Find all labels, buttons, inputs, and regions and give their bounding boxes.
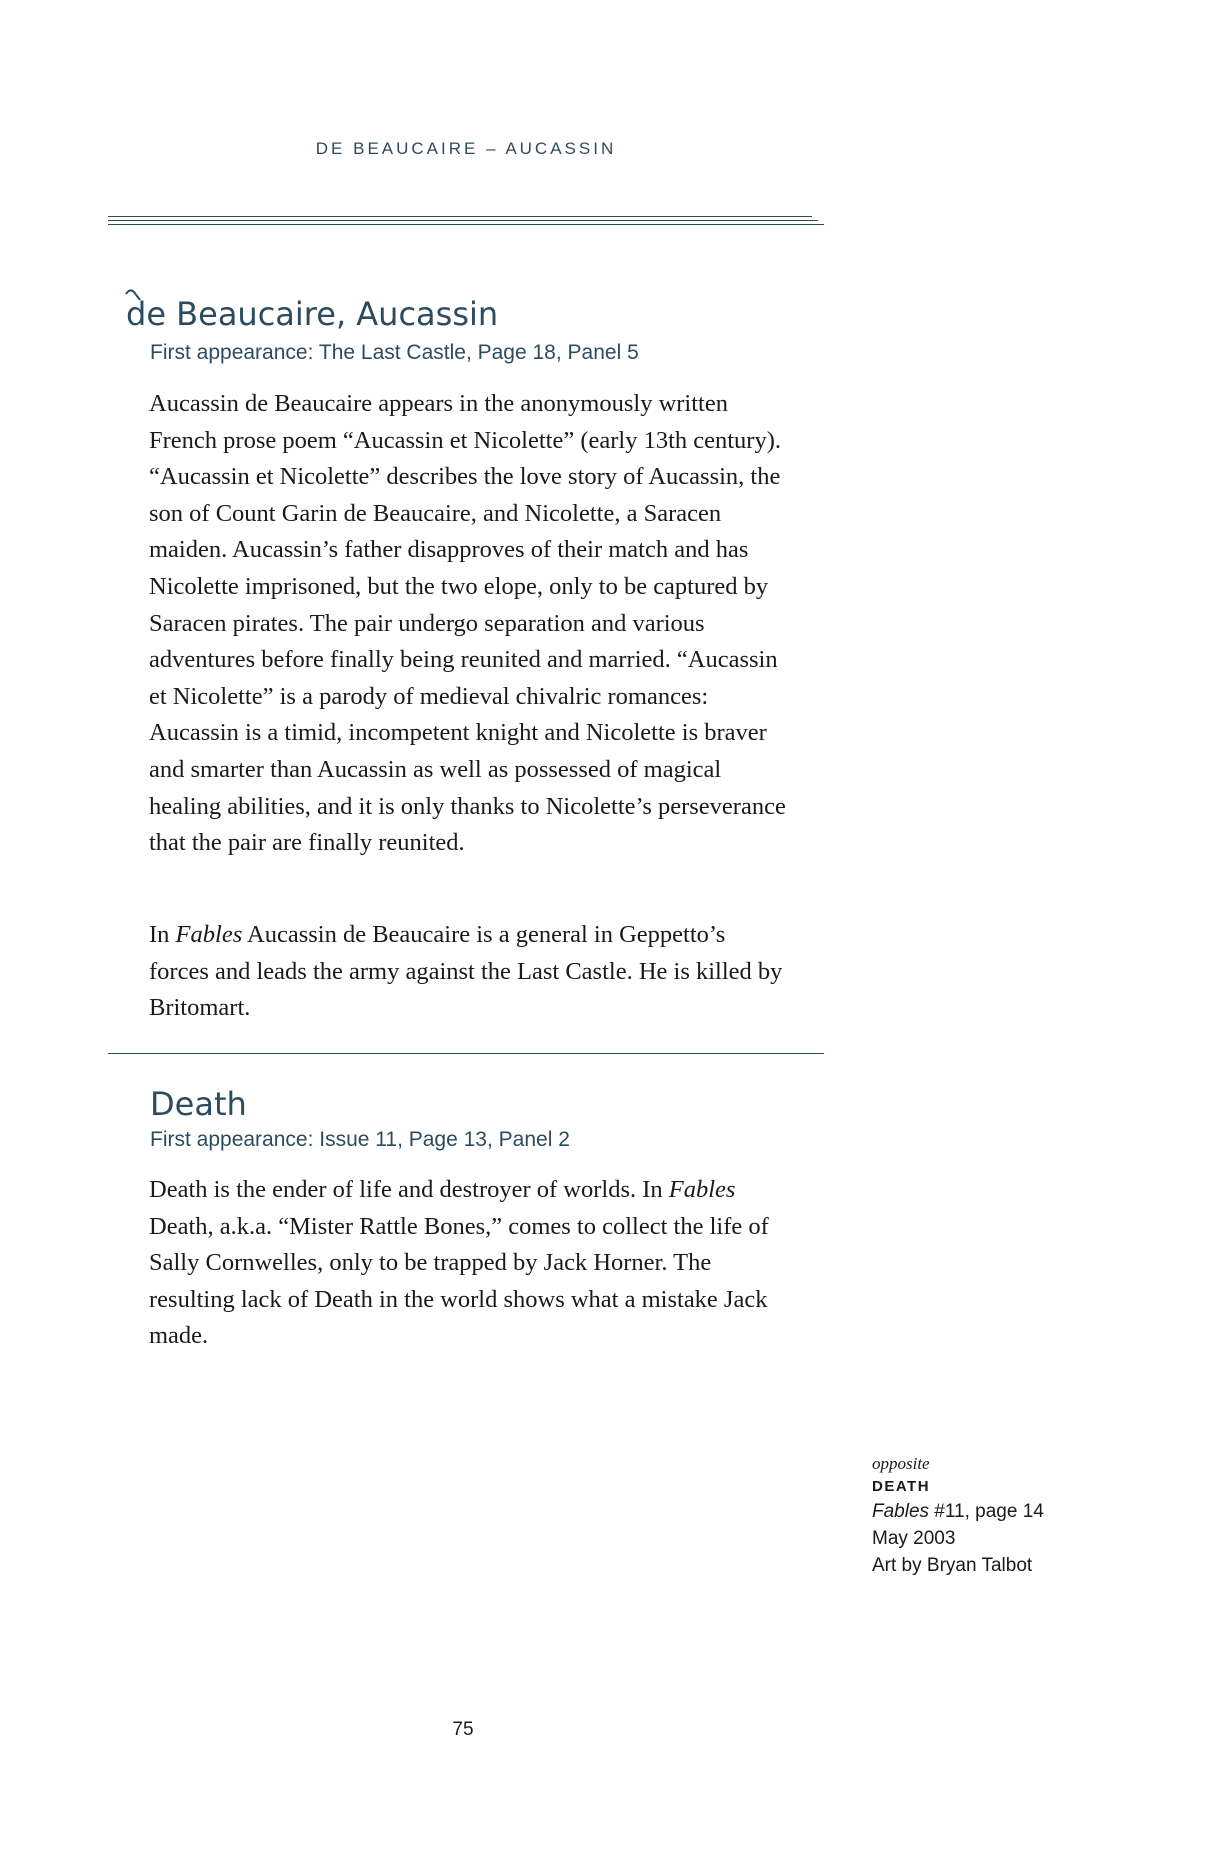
- entry-title-beaucaire: [126, 295, 499, 333]
- header-rule: [108, 216, 824, 228]
- caption-source: [872, 1498, 1172, 1525]
- header-rule-line: [108, 224, 824, 225]
- paragraph-text: Aucassin de Beaucaire appears in the anonymously written French prose poem “Aucassin et Nicolette” (early 13th century). “Aucassin et Nicolette” describes the love story of Aucassin, the son of Count Garin de Beaucaire, and Nicolette, a Saracen maiden. Aucassin’s father disapproves of their match and has Nicolette imprisoned, but the two elope, only to be captured by Saracen pirates. The pair undergo separation and various adventures before finally being reunited and married. “Aucassin et Nicolette” is a parody of medieval chivalric romances: Aucassin is a timid, incompetent knight and Nicolette is braver and smarter than Aucassin as well as possessed of magical healing abilities, and it is only thanks to Nicolette’s perseverance that the pair are finally reunited.: [149, 390, 786, 857]
- paragraph-italic: Fables: [175, 921, 243, 948]
- caption-source-italic: Fables: [872, 1501, 930, 1522]
- section-divider: [108, 1053, 824, 1054]
- caption-source-rest: #11, page 14: [929, 1501, 1044, 1522]
- body-paragraph: [149, 1172, 789, 1355]
- paragraph-text: Death, a.k.a. “Mister Rattle Bones,” comes to collect the life of Sally Cornwelles, only to be trapped by Jack Horner. The resulting lack of Death in the world shows what a mistake Jack made.: [149, 1212, 769, 1350]
- title-swash-ornament: [124, 284, 144, 304]
- header-rule-line: [108, 220, 818, 221]
- first-appearance-death: First appearance: Issue 11, Page 13, Panel 2: [150, 1128, 570, 1151]
- image-caption: [872, 1454, 1172, 1579]
- caption-label: opposite: [872, 1454, 930, 1473]
- caption-title: DEATH: [872, 1478, 931, 1495]
- entry-title-text: Death: [150, 1085, 247, 1123]
- paragraph-lead: In: [149, 921, 176, 948]
- entry-title-text: de Beaucaire, Aucassin: [126, 295, 499, 333]
- body-paragraph: [149, 917, 789, 1027]
- caption-date: May 2003: [872, 1528, 956, 1549]
- header-rule-line: [108, 216, 812, 217]
- entry-title-death: [150, 1085, 247, 1123]
- first-appearance-beaucaire: First appearance: The Last Castle, Page 18, Panel 5: [150, 341, 639, 364]
- paragraph-lead: Death is the ender of life and destroyer of worlds. In: [149, 1176, 669, 1203]
- page-number: 75: [452, 1719, 474, 1740]
- body-paragraph: [149, 386, 789, 862]
- paragraph-text: Aucassin de Beaucaire is a general in Geppetto’s forces and leads the army against the Last Castle. He is killed by Britomart.: [149, 921, 783, 1022]
- caption-credit: Art by Bryan Talbot: [872, 1555, 1033, 1576]
- running-head: DE BEAUCAIRE – AUCASSIN: [315, 139, 617, 158]
- paragraph-italic: Fables: [668, 1176, 736, 1203]
